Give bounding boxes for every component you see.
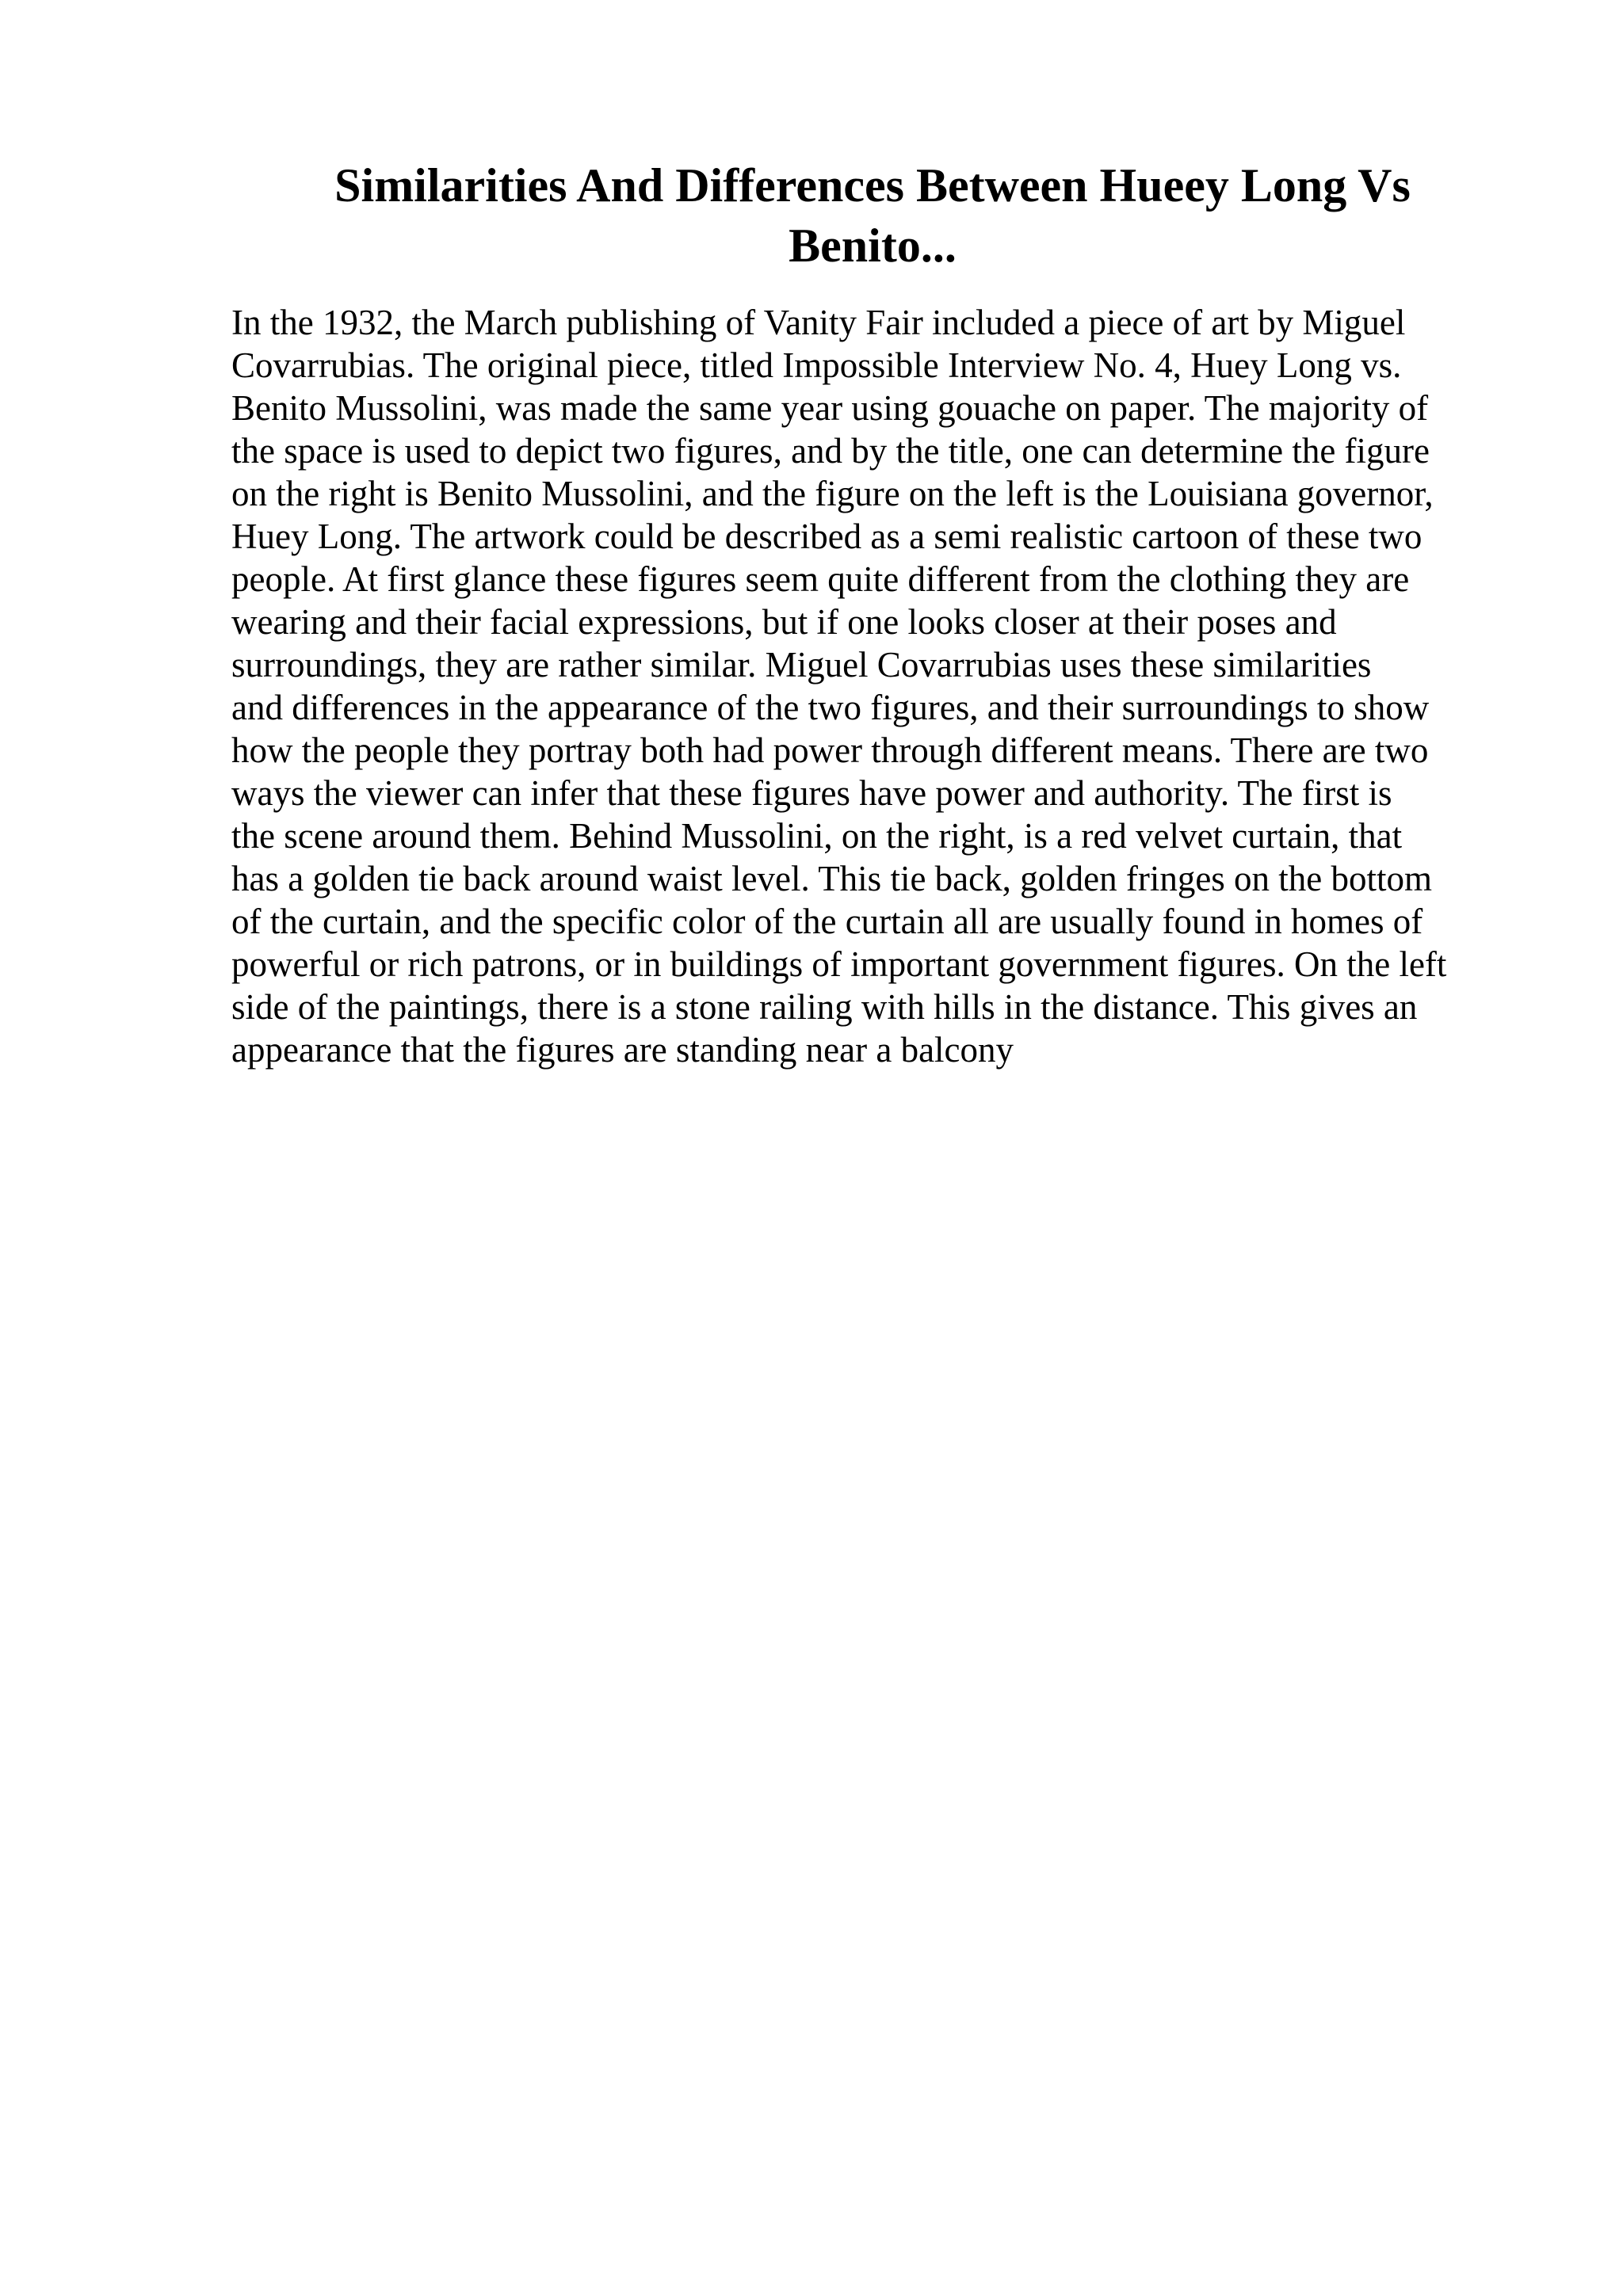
body-line: appearance that the figures are standing near a balcony bbox=[231, 1030, 1014, 1070]
body-line: of the curtain, and the specific color of the curtain all are usually found in homes of bbox=[231, 902, 1423, 941]
body-line: surroundings, they are rather similar. Miguel Covarrubias uses these similarities bbox=[231, 645, 1372, 685]
body-line: wearing and their facial expressions, but if one looks closer at their poses and bbox=[231, 602, 1337, 642]
body-line: In the 1932, the March publishing of Vanity Fair included a piece of art by Miguel bbox=[231, 303, 1406, 342]
body-line: side of the paintings, there is a stone railing with hills in the distance. This gives an bbox=[231, 987, 1418, 1027]
body-line: the scene around them. Behind Mussolini, on the right, is a red velvet curtain, that bbox=[231, 816, 1403, 856]
body-line: how the people they portray both had power through different means. There are two bbox=[231, 730, 1429, 770]
body-line: and differences in the appearance of the two figures, and their surroundings to show bbox=[231, 688, 1430, 727]
document-title bbox=[233, 155, 1512, 276]
body-line: Covarrubias. The original piece, titled Impossible Interview No. 4, Huey Long vs. bbox=[231, 345, 1402, 385]
body-line: has a golden tie back around waist level. This tie back, golden fringes on the bottom bbox=[231, 859, 1433, 898]
document-body bbox=[231, 301, 1515, 1071]
title-line: Benito... bbox=[789, 219, 957, 272]
body-line: on the right is Benito Mussolini, and the figure on the left is the Louisiana governor, bbox=[231, 474, 1434, 513]
body-line: the space is used to depict two figures, and by the title, one can determine the figure bbox=[231, 431, 1430, 471]
title-line: Similarities And Differences Between Hueey Long Vs bbox=[334, 159, 1411, 212]
body-line: Huey Long. The artwork could be described as a semi realistic cartoon of these two bbox=[231, 517, 1423, 556]
body-line: ways the viewer can infer that these figures have power and authority. The first is bbox=[231, 773, 1392, 813]
body-line: Benito Mussolini, was made the same year using gouache on paper. The majority of bbox=[231, 388, 1429, 428]
body-line: powerful or rich patrons, or in buildings of important government figures. On the left bbox=[231, 944, 1447, 984]
body-line: people. At first glance these figures seem quite different from the clothing they are bbox=[231, 559, 1410, 599]
